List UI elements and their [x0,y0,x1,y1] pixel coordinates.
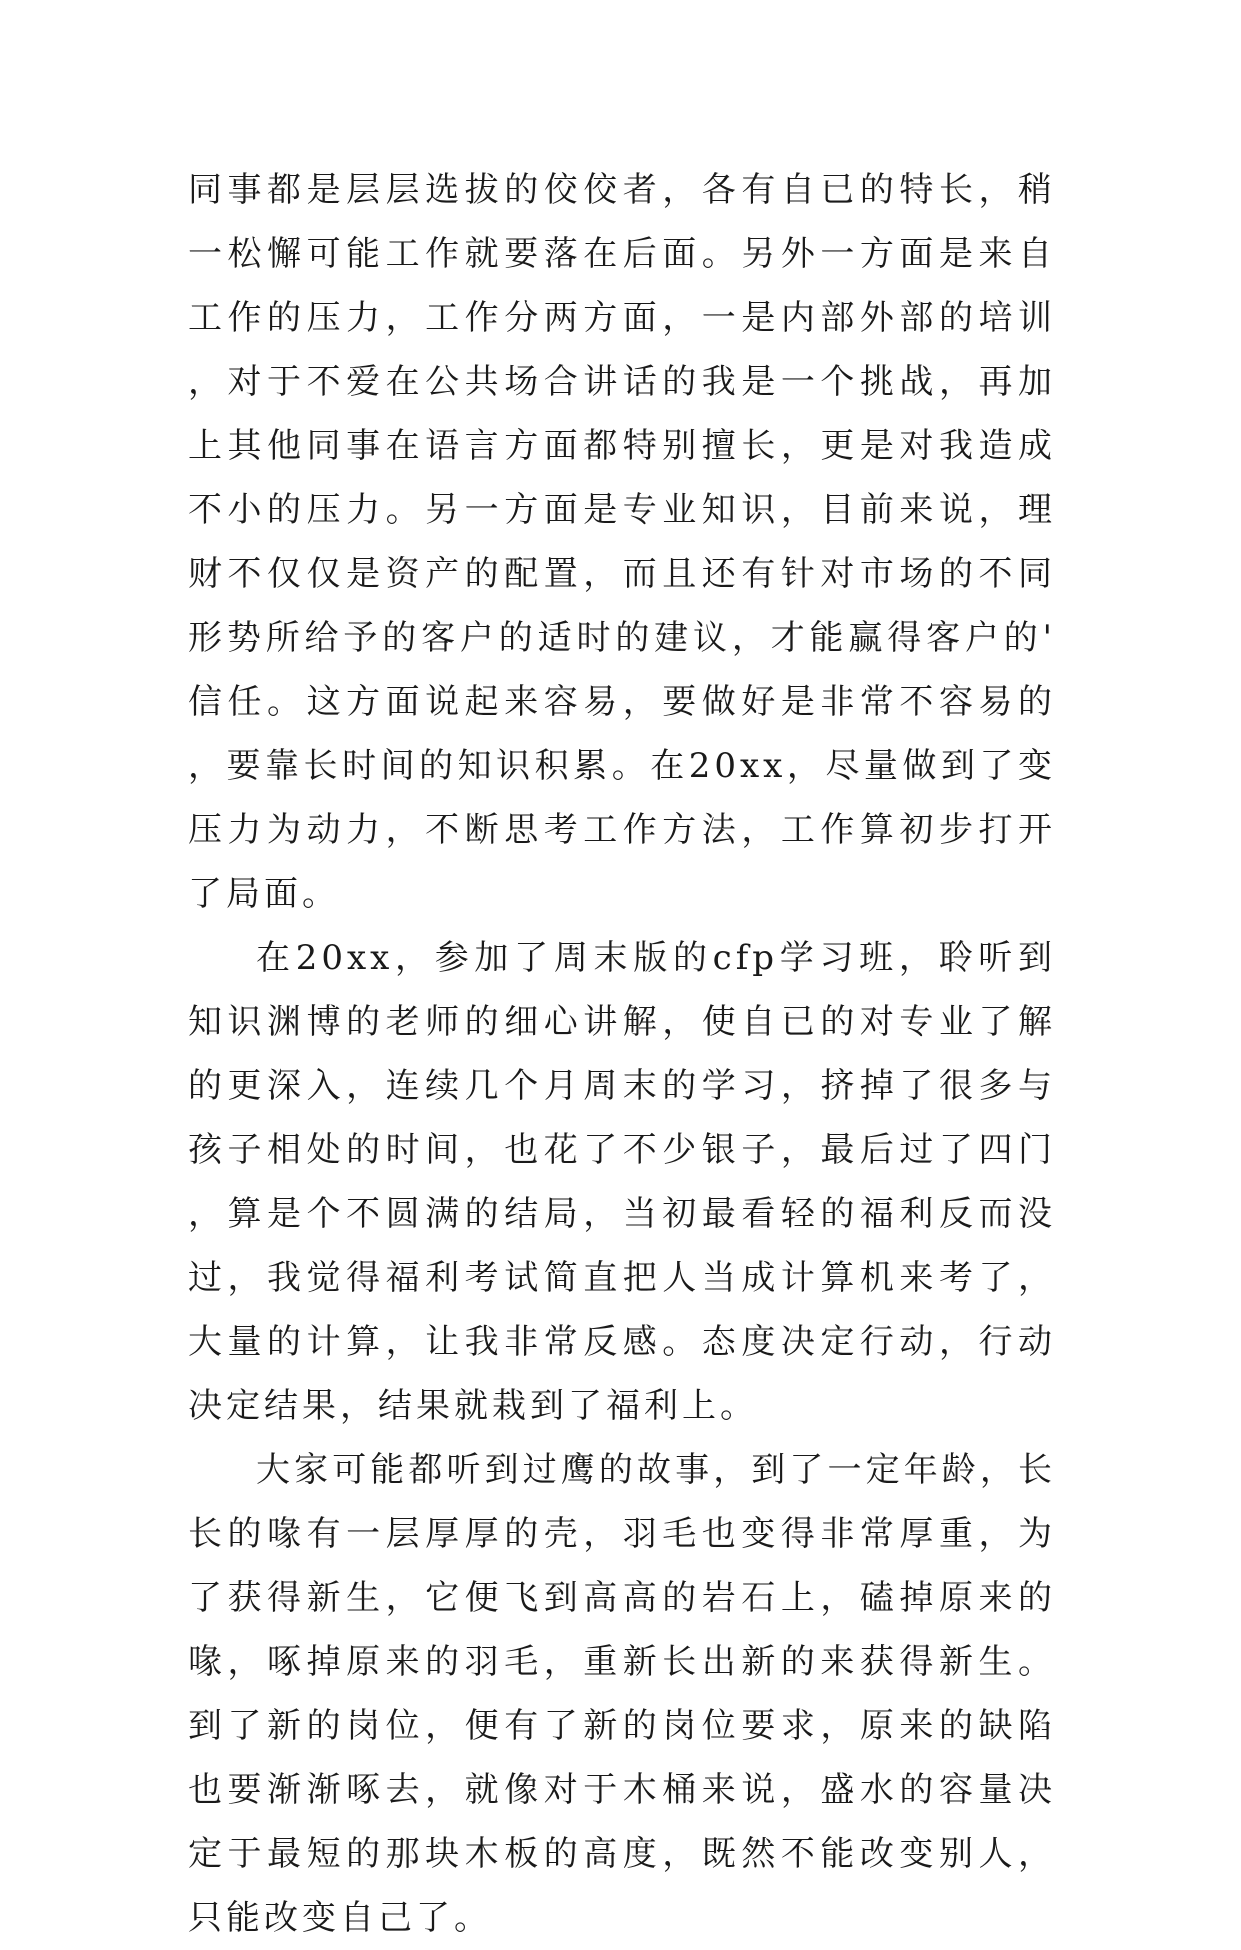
paragraph-eagle-story: 大家可能都听到过鹰的故事，到了一定年龄，长长的喙有一层厚厚的壳，羽毛也变得非常厚重，为了获得新生，它便飞到高高的岩石上，磕掉原来的喙，啄掉原来的羽毛，重新长出新的来获得新生。到了新的岗位，便有了新的岗位要求，原来的缺陷也要渐渐啄去，就像对于木桶来说，盛水的容量决定于最短的那块木板的高度，既然不能改变别人，只能改变自己了。 [188,1450,1056,1938]
paragraph-continuation: 同事都是层层选拔的佼佼者，各有自已的特长，稍一松懈可能工作就要落在后面。另外一方面是来自工作的压力，工作分两方面，一是内部外部的培训，对于不爱在公共场合讲话的我是一个挑战，再加上其他同事在语言方面都特别擅长，更是对我造成不小的压力。另一方面是专业知识，目前来说，理财不仅仅是资产的配置，而且还有针对市场的不同形势所给予的客户的适时的建议，才能赢得客户的'信任。这方面说起来容易，要做好是非常不容易的，要靠长时间的知识积累。在20xx，尽量做到了变压力为动力，不断思考工作方法，工作算初步打开了局面。 [188,170,1056,914]
document-body [188,158,1056,1950]
paragraph-cfp-study: 在20xx，参加了周末版的cfp学习班，聆听到知识渊博的老师的细心讲解，使自已的对专业了解的更深入，连续几个月周末的学习，挤掉了很多与孩子相处的时间，也花了不少银子，最后过了四门，算是个不圆满的结局，当初最看轻的福利反而没过，我觉得福利考试简直把人当成计算机来考了，大量的计算，让我非常反感。态度决定行动，行动决定结果，结果就栽到了福利上。 [188,938,1056,1426]
